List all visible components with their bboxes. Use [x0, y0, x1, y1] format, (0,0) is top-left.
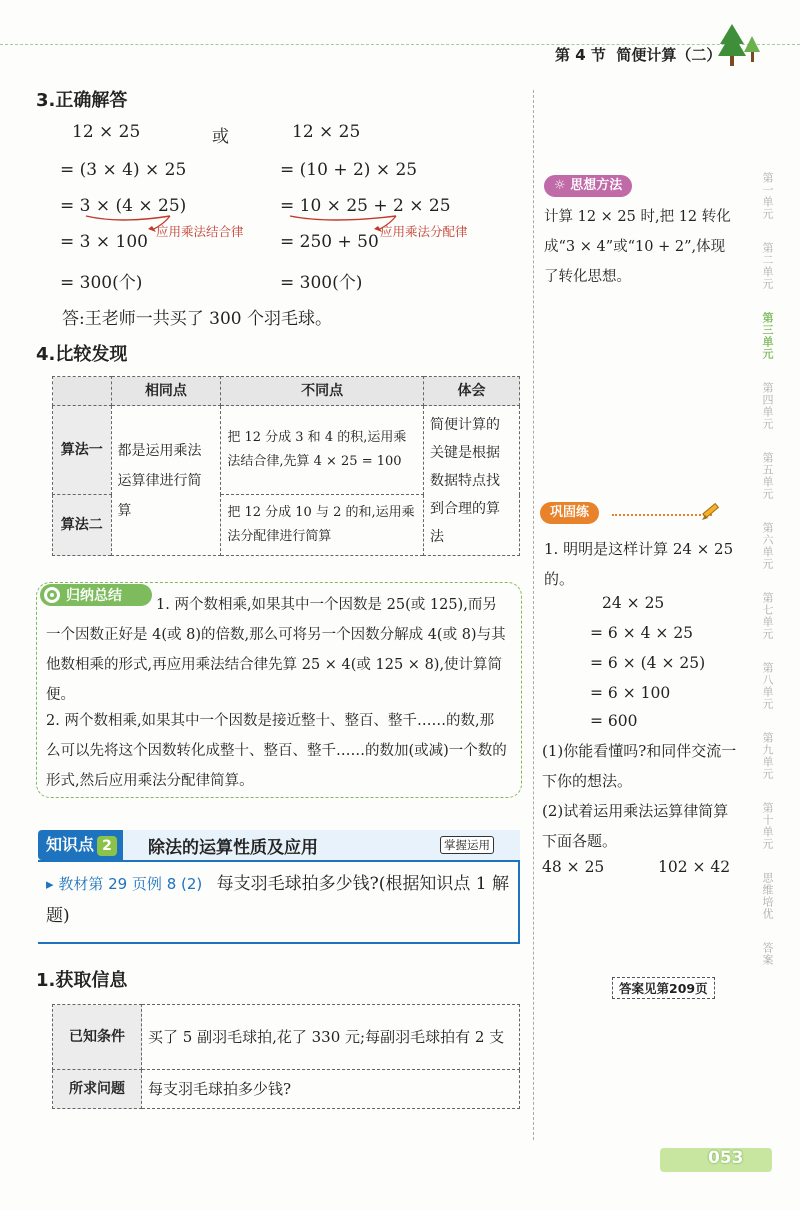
- tab-unit-4[interactable]: 第四单元: [761, 382, 774, 430]
- answer-reference: 答案见第209页: [612, 977, 715, 999]
- known-label: 已知条件: [53, 1005, 142, 1070]
- practice-step-5: = 600: [590, 712, 638, 730]
- think-method-badge: [544, 175, 632, 197]
- practice-sub1: (1)你能看懂吗?和同伴交流一下你的想法。: [542, 742, 737, 790]
- tab-unit-7[interactable]: 第七单元: [761, 592, 774, 640]
- comparison-table: [52, 376, 520, 556]
- left-step-2: = (3 × 4) × 25: [60, 160, 187, 180]
- left-step-4: = 3 × 100: [60, 232, 148, 252]
- sec3-heading: 3.正确解答: [36, 90, 128, 111]
- think-method-title: 思想方法: [570, 178, 623, 193]
- practice-q1: 1. 明明是这样计算 24 × 25 的。: [544, 540, 734, 588]
- cell-insight: 简便计算的关键是根据数据特点找到合理的算法: [423, 406, 519, 556]
- table-row: [53, 1005, 520, 1070]
- left-step-5: = 300(个): [60, 273, 143, 293]
- section-title: 简便计算（二）: [616, 46, 722, 64]
- note-distributive: 应用乘法分配律: [380, 224, 468, 239]
- header-blank: [53, 377, 112, 406]
- tab-unit-3[interactable]: 第三单元: [761, 312, 774, 360]
- exercise-1: 48 × 25: [542, 858, 605, 876]
- section-number: 第 4 节: [555, 46, 606, 64]
- tab-unit-9[interactable]: 第九单元: [761, 732, 774, 780]
- column-divider: [533, 90, 534, 1140]
- info-table: [52, 1004, 520, 1109]
- row-label-2: 算法二: [53, 495, 112, 556]
- exercise-2: 102 × 42: [658, 858, 731, 876]
- tab-unit-8[interactable]: 第八单元: [761, 662, 774, 710]
- right-step-2: = (10 + 2) × 25: [280, 160, 418, 180]
- table-row: [53, 406, 520, 495]
- left-step-1: 12 × 25: [72, 122, 141, 142]
- known-value: 买了 5 副羽毛球拍,花了 330 元;每副羽毛球拍有 2 支: [142, 1005, 520, 1070]
- header-same: 相同点: [111, 377, 221, 406]
- table-row: [53, 1070, 520, 1109]
- ask-value: 每支羽毛球拍多少钱?: [142, 1070, 520, 1109]
- tab-thinking[interactable]: 思维培优: [761, 872, 774, 920]
- kp-play-icon: ▸: [46, 875, 54, 893]
- sec1-heading: 1.获取信息: [36, 970, 128, 991]
- ask-label: 所求问题: [53, 1070, 142, 1109]
- kp-label: 知识点: [46, 835, 95, 854]
- sec4-heading: 4.比较发现: [36, 344, 128, 365]
- summary-p1: 1. 两个数相乘,如果其中一个因数是 25(或 125),而另一个因数正好是 4(或 8)的倍数,那么可将另一个因数分解成 4(或 8)与其他数相乘的形式,再应用乘法结合律先算 25 × 4(或 125 × 8),使计算简便。: [46, 597, 506, 703]
- kp-question: 每支羽毛球拍多少钱?(根据知识点 1 解题): [46, 874, 509, 926]
- tab-unit-5[interactable]: 第五单元: [761, 452, 774, 500]
- cell-same: 都是运用乘法运算律进行简算: [111, 406, 221, 556]
- kp-title: 除法的运算性质及应用: [148, 838, 318, 858]
- page-number: 053: [708, 1148, 744, 1168]
- kp-badge: [38, 830, 123, 860]
- cell-diff-2: 把 12 分成 10 与 2 的和,运用乘法分配律进行简算: [221, 495, 424, 556]
- tab-unit-1[interactable]: 第一单元: [761, 172, 774, 220]
- pencil-icon: [700, 500, 722, 522]
- or-text: 或: [212, 127, 229, 147]
- kp-tag: 掌握运用: [440, 836, 494, 854]
- cell-diff-1: 把 12 分成 3 和 4 的积,运用乘法结合律,先算 4 × 25 = 100: [221, 406, 424, 495]
- tab-answers[interactable]: 答案: [761, 942, 774, 966]
- practice-dotted-line: [612, 514, 712, 516]
- kp-border-right: [518, 860, 520, 942]
- lightbulb-icon: ☼: [554, 178, 566, 193]
- table-header-row: [53, 377, 520, 406]
- kp-reference: [46, 868, 516, 932]
- summary-p2: 2. 两个数相乘,如果其中一个因数是接近整十、整百、整千……的数,那么可以先将这个因数转化成整十、整百、整千……的数加(或减)一个数的形式,然后应用乘法分配律简算。: [46, 713, 507, 789]
- kp-ref-text: 教材第 29 页例 8 (2): [58, 875, 203, 893]
- tab-unit-10[interactable]: 第十单元: [761, 802, 774, 850]
- practice-step-1: 24 × 25: [602, 594, 665, 612]
- practice-step-3: = 6 × (4 × 25): [590, 654, 706, 672]
- practice-step-4: = 6 × 100: [590, 684, 671, 702]
- tab-unit-6[interactable]: 第六单元: [761, 522, 774, 570]
- kp-number: 2: [97, 836, 117, 856]
- practice-sub2: (2)试着运用乘法运算律简算下面各题。: [542, 802, 729, 850]
- tab-unit-2[interactable]: 第二单元: [761, 242, 774, 290]
- think-method-text: 计算 12 × 25 时,把 12 转化成“3 × 4”或“10 + 2”,体现了转化思想。: [544, 209, 731, 285]
- header-diff: 不同点: [221, 377, 424, 406]
- practice-step-2: = 6 × 4 × 25: [590, 624, 694, 642]
- tree-icon: [718, 22, 762, 68]
- sec3-answer: 答:王老师一共买了 300 个羽毛球。: [62, 309, 332, 329]
- header-insight: 体会: [423, 377, 519, 406]
- header-title: [555, 44, 721, 65]
- right-step-4: = 250 + 50: [280, 232, 379, 252]
- summary-badge-label: 归纳总结: [66, 588, 122, 604]
- note-associative: 应用乘法结合律: [156, 224, 244, 239]
- right-step-3: = 10 × 25 + 2 × 25: [280, 196, 451, 216]
- row-label-1: 算法一: [53, 406, 112, 495]
- kp-border-bottom: [38, 942, 520, 944]
- right-step-5: = 300(个): [280, 273, 363, 293]
- right-step-1: 12 × 25: [292, 122, 361, 142]
- left-step-3: = 3 × (4 × 25): [60, 196, 187, 216]
- practice-badge: 巩固练: [540, 502, 599, 524]
